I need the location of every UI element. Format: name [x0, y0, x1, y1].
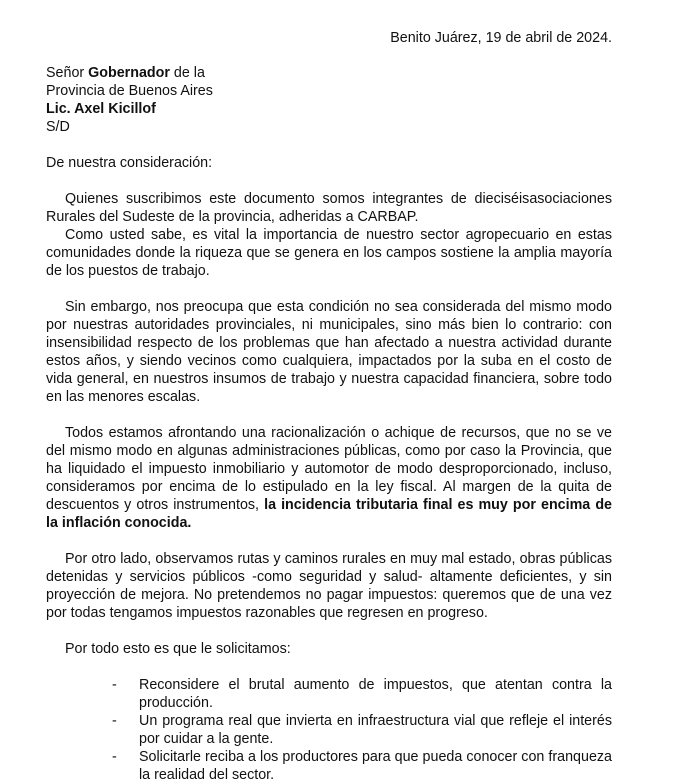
paragraph-4-end: .	[187, 515, 192, 531]
paragraph-4	[46, 424, 612, 532]
greeting: De nuestra consideración:	[46, 155, 213, 171]
letter-page	[46, 29, 612, 784]
paragraph-4-start: Todos estamos afrontando una racionalización o achique de recursos, que no se ve del mismo modo en algunas administraciones públicas, como por caso la Provincia, que ha liquidado el impuesto inmobiliario y automotor de modo desproporcionado, incluso, consideramos por encima de lo estipulado en la ley fiscal. Al margen de la quita de descuentos y otros instrumentos,	[46, 425, 612, 513]
recipient-line-1	[46, 64, 612, 82]
list-item-text: Un programa real que invierta en infraestructura vial que refleje el interés por cuidar a la gente.	[139, 713, 612, 747]
recipient-suffix: de la	[169, 65, 205, 81]
list-dash: -	[112, 749, 117, 765]
date-line: Benito Juárez, 19 de abril de 2024.	[390, 30, 612, 46]
recipient-prefix: Señor	[46, 65, 89, 81]
paragraph-4-bold: la incidencia tributaria final es muy por encima de la inflación conocida	[46, 497, 612, 531]
list-item	[46, 676, 612, 712]
recipient-province: Provincia de Buenos Aires	[46, 83, 213, 99]
paragraph-2: Como usted sabe, es vital la importancia de nuestro sector agropecuario en estas comunidades donde la riqueza que se genera en los campos sostiene la amplia mayoría de los puestos de trabajo.	[46, 227, 612, 279]
list-item	[46, 748, 612, 784]
request-list	[46, 676, 612, 784]
paragraph-3: Sin embargo, nos preocupa que esta condición no sea considerada del mismo modo por nuestras autoridades provinciales, ni municipales, sino más bien lo contrario: con insensibilidad respecto de los problemas que han afectado a nuestra actividad durante estos años, y siendo vecinos como cualquiera, impactados por la suba en el costo de vida general, en nuestros insumos de trabajo y nuestra capacidad financiera, sobre todo en las menores escalas.	[46, 299, 612, 405]
list-item	[46, 712, 612, 748]
recipient-name	[46, 100, 612, 118]
recipient-title: Gobernador	[88, 65, 170, 81]
paragraph-1: Quienes suscribimos este documento somos integrantes de dieciséisasociaciones Rurales del Sudeste de la provincia, adheridas a CARBAP.	[46, 191, 612, 225]
recipient-name-text: Lic. Axel Kicillof	[46, 101, 156, 117]
list-dash: -	[112, 677, 117, 693]
paragraph-6: Por todo esto es que le solicitamos:	[65, 641, 291, 657]
recipient-block	[46, 64, 612, 136]
list-dash: -	[112, 713, 117, 729]
list-item-text: Solicitarle reciba a los productores para que pueda conocer con franqueza la realidad del sector.	[139, 749, 612, 783]
paragraph-5: Por otro lado, observamos rutas y caminos rurales en muy mal estado, obras públicas detenidas y servicios públicos -como seguridad y salud- altamente deficientes, y sin proyección de mejora. No pretendemos no pagar impuestos: queremos que de una vez por todas tengamos impuestos razonables que regresen en progreso.	[46, 551, 612, 621]
list-item-text: Reconsidere el brutal aumento de impuestos, que atentan contra la producción.	[139, 677, 612, 711]
recipient-sd: S/D	[46, 119, 70, 135]
